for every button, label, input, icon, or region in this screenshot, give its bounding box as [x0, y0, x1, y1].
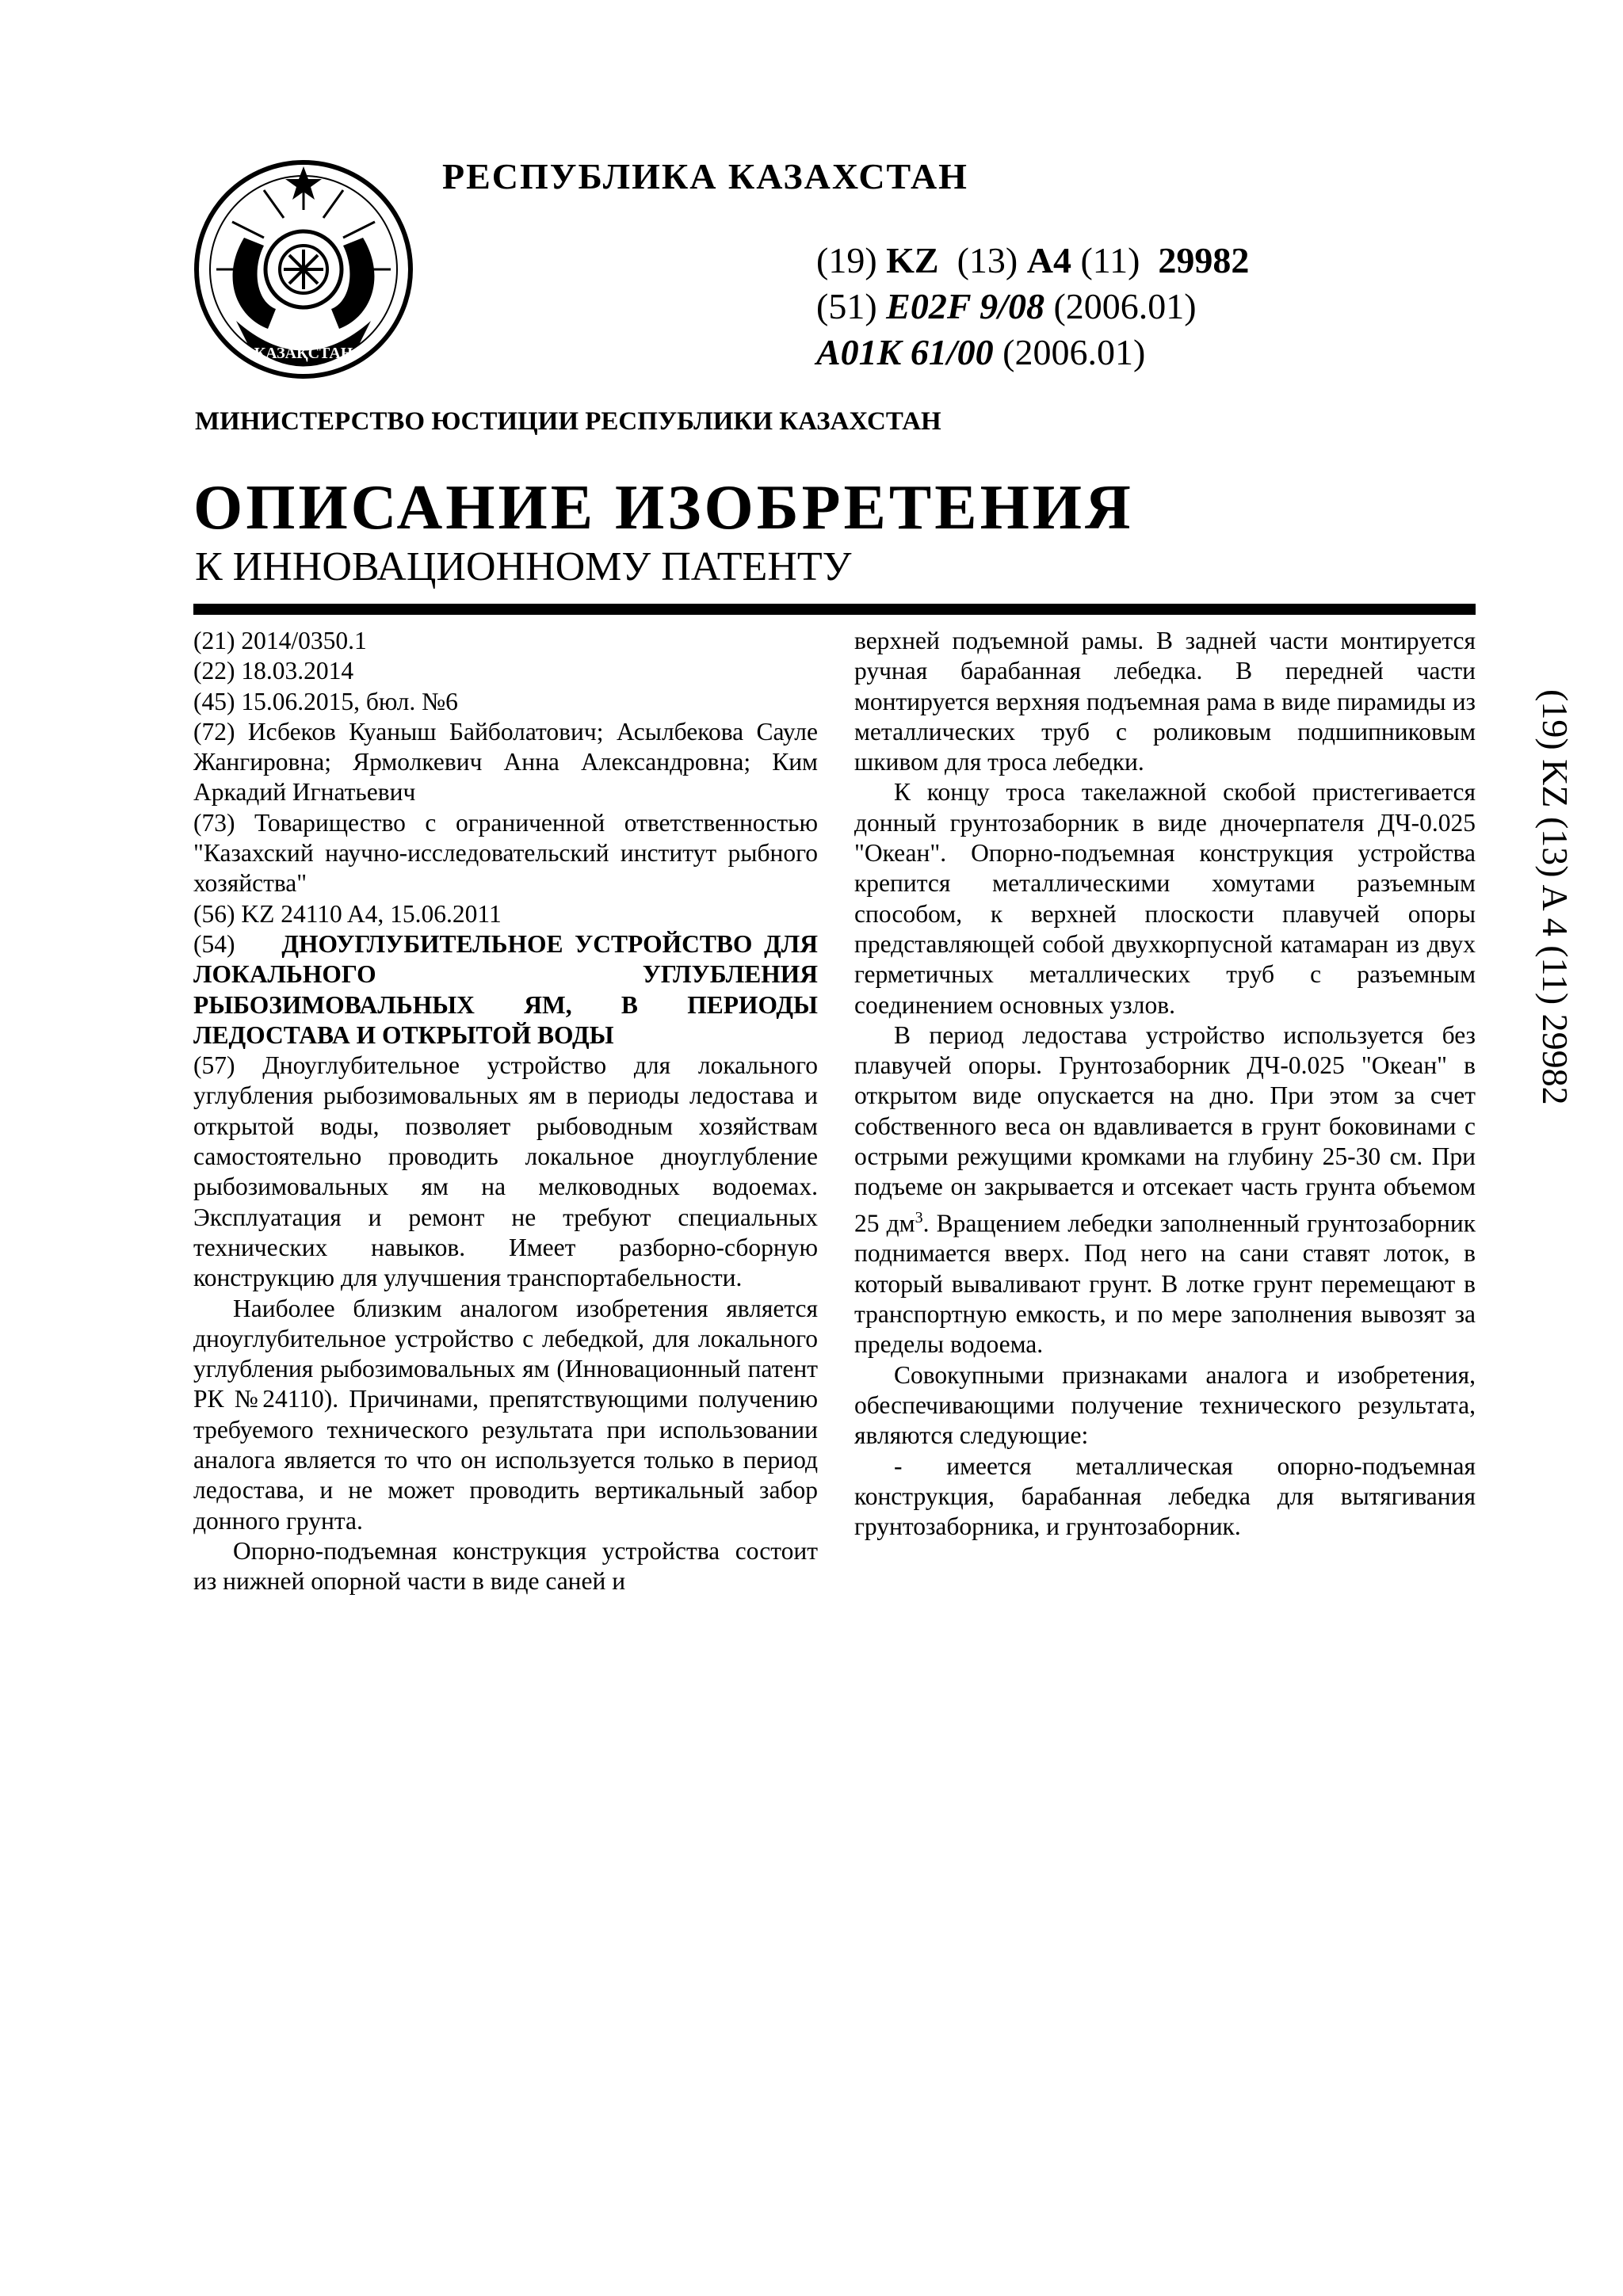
codes-line-3	[816, 330, 1249, 376]
paragraph-ice-period	[854, 1020, 1476, 1360]
inid-19: (19)	[816, 240, 877, 280]
inid-51: (51)	[816, 286, 877, 326]
document-subtitle: К ИННОВАЦИОННОМУ ПАТЕНТУ	[195, 544, 852, 589]
field-21: (21) 2014/0350.1	[193, 627, 367, 654]
invention-title: ДНОУГЛУБИТЕЛЬНОЕ УСТРОЙСТВО ДЛЯ ЛОКАЛЬНОГО УГЛУБЛЕНИЯ РЫБОЗИМОВАЛЬНЫХ ЯМ, В ПЕРИОДЫ ЛЕДОСТАВА И ОТКРЫТОЙ ВОДЫ	[193, 929, 818, 1049]
ipc-date-1: (2006.01)	[1053, 286, 1197, 326]
field-54-code: (54)	[193, 929, 235, 958]
paragraph-structure: Опорно-подъемная конструкция устройства состоит из нижней опорной части в виде саней и	[193, 1536, 818, 1596]
document-kind: A4	[1026, 240, 1071, 280]
paragraph-analog: Наиболее близким аналогом изобретения является дноуглубительное устройство с лебедкой, для локального углубления рыбозимовальных ям (Инновационный патент РК №24110). Причинами, препятствующими получению требуемого технического результата при использовании аналога является то что он используется только в период ледостава, и не может проводить вертикальный забор донного грунта.	[193, 1294, 818, 1535]
paragraph-cable: К концу троса такелажной скобой пристегивается донный грунтозаборник в виде дночерпателя ДЧ-0.025 "Океан". Опорно-подъемная конструкция устройства крепится металлическими хомутами разъемным способом, к верхней плоскости плавучей опоры представляющей собой двухкорпусной катамаран из двух герметичных металлических труб с разъемным соединением основных узлов.	[854, 778, 1476, 1019]
ministry-heading: МИНИСТЕРСТВО ЮСТИЦИИ РЕСПУБЛИКИ КАЗАХСТАН	[195, 407, 941, 436]
emblem-text: ҚАЗАҚСТАН	[254, 345, 353, 362]
superscript-3: 3	[915, 1208, 923, 1226]
field-56: (56) KZ 24110 A4, 15.06.2011	[193, 899, 502, 928]
field-73: (73) Товарищество с ограниченной ответственностью "Казахский научно-исследовательский институт рыбного хозяйства"	[193, 808, 818, 898]
ipc-date-2: (2006.01)	[1002, 332, 1146, 372]
emblem-image	[189, 151, 418, 388]
ipc-class-2: A01K 61/00	[816, 332, 994, 372]
country-heading: РЕСПУБЛИКА КАЗАХСТАН	[442, 156, 968, 196]
country-code: KZ	[886, 240, 939, 280]
inid-11: (11)	[1080, 240, 1140, 280]
header-divider	[193, 604, 1476, 615]
codes-line-1	[816, 238, 1249, 284]
document-title: ОПИСАНИЕ ИЗОБРЕТЕНИЯ	[193, 473, 1134, 543]
paragraph-feature-list: - имеется металлическая опорно-подъемная конструкция, барабанная лебедка для вытягивания грунтозаборника, и грунтозаборник.	[854, 1451, 1476, 1541]
right-column	[854, 626, 1476, 1542]
paragraph-frame: верхней подъемной рамы. В задней части монтируется ручная барабанная лебедка. В передней части монтируется верхняя подъемная рама в виде пирамиды из металлических труб с роликовым подшипниковым шкивом для троса лебедки.	[854, 627, 1476, 776]
publication-codes	[816, 238, 1249, 376]
paragraph-features: Совокупными признаками аналога и изобретения, обеспечивающими получение технического результата, являются следующие:	[854, 1360, 1476, 1450]
ice-period-text: В период ледостава устройство используется без плавучей опоры. Грунтозаборник ДЧ-0.025 "Океан" в открытом виде опускается на дно. При этом за счет собственного веса он вдавливается в грунт боковинами с острыми режущими кромками на глубину 25-30 см. При подъеме он закрывается и отсекает часть грунта объемом 25 дм	[854, 1020, 1476, 1238]
field-72: (72) Исбеков Куаныш Байболатович; Асылбекова Сауле Жангировна; Ярмолкевич Анна Александровна; Ким Аркадий Игнатьевич	[193, 717, 818, 807]
inid-13: (13)	[957, 240, 1018, 280]
field-54	[193, 929, 818, 1051]
state-emblem	[189, 151, 418, 388]
ipc-class-1: E02F 9/08	[886, 286, 1044, 326]
field-22: (22) 18.03.2014	[193, 657, 354, 685]
codes-line-2	[816, 284, 1249, 330]
left-column	[193, 626, 818, 1597]
patent-number: 29982	[1158, 240, 1250, 280]
field-45: (45) 15.06.2015, бюл. №6	[193, 687, 458, 715]
side-patent-label: (19) KZ (13) A 4 (11) 29982	[1535, 689, 1575, 1105]
field-57-abstract: (57) Дноуглубительное устройство для локального углубления рыбозимовальных ям в периоды ледостава и открытой воды, позволяет рыбоводным хозяйствам самостоятельно проводить локальное дноуглубление рыбозимовальных ям на мелководных водоемах. Эксплуатация и ремонт не требуют специальных технических навыков. Имеет разборно-сборную конструкцию для улучшения транспортабельности.	[193, 1051, 818, 1292]
ice-period-text-cont: . Вращением лебедки заполненный грунтозаборник поднимается вверх. Под него на сани ставят лоток, в который вываливают грунт. В лотке грунт перемещают в транспортную емкость, и по мере заполнения вывозят за пределы водоема.	[854, 1209, 1476, 1359]
